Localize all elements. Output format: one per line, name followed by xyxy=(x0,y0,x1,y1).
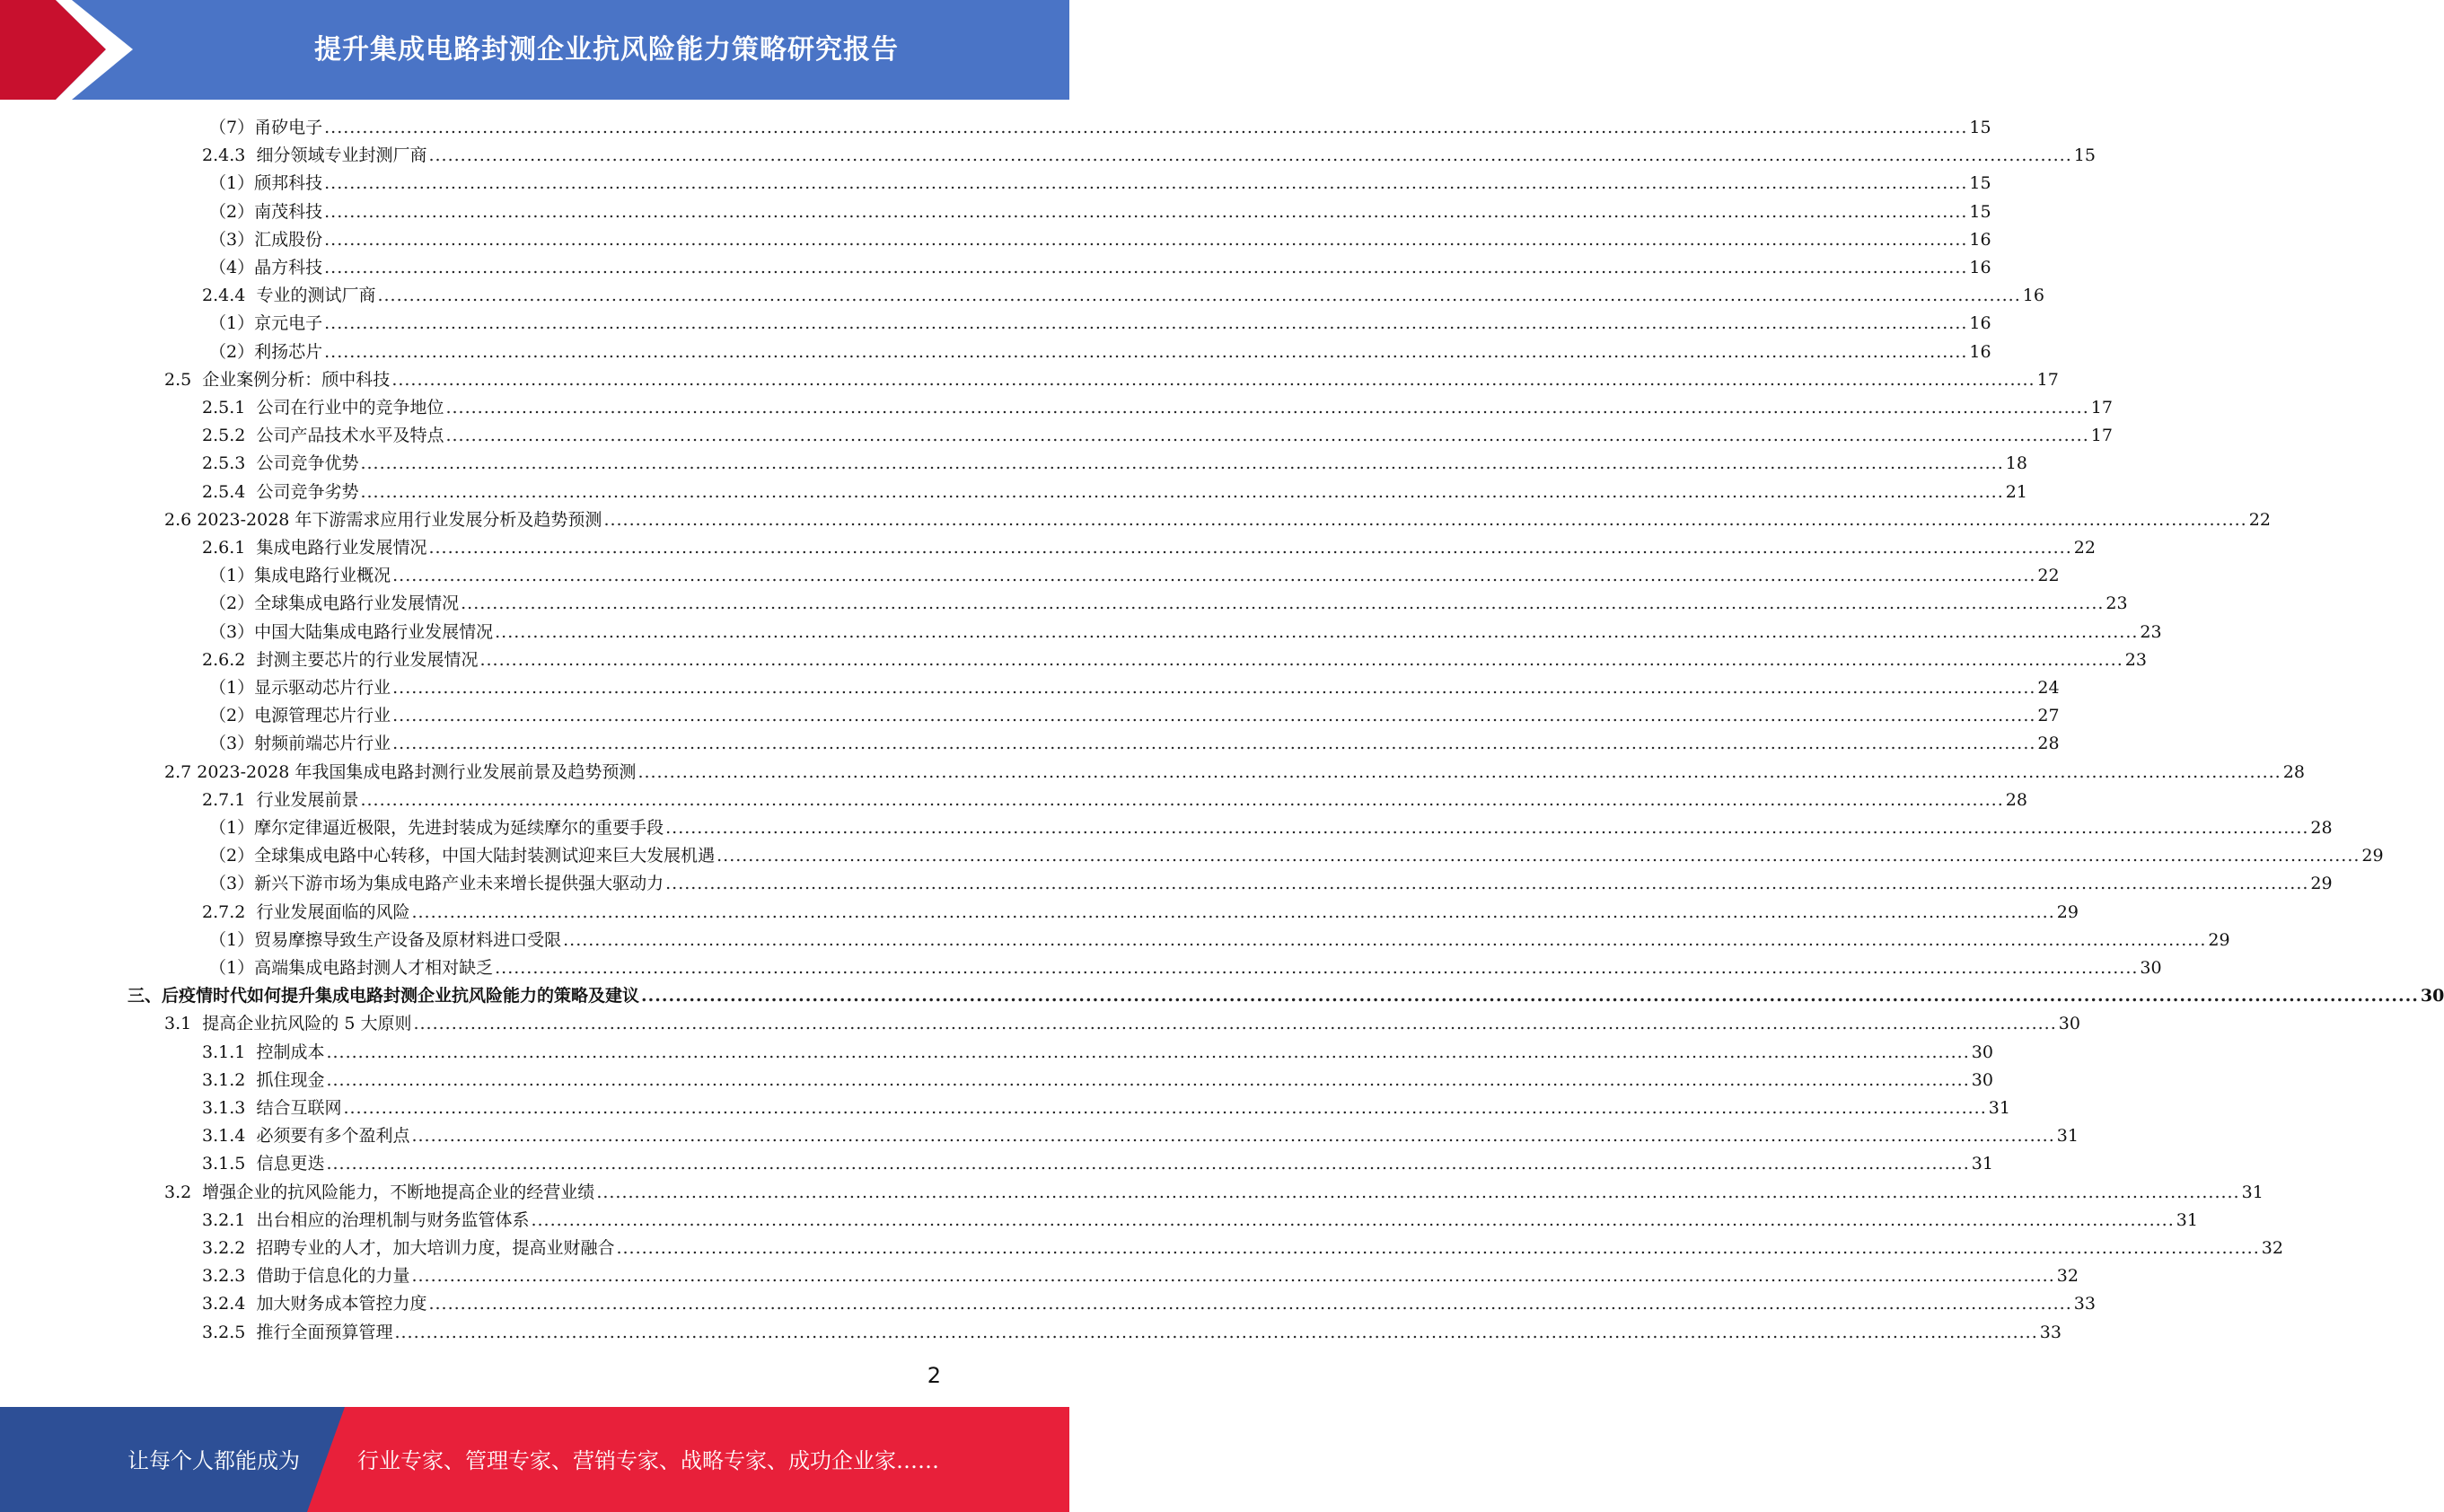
toc-entry[interactable] xyxy=(209,674,2060,702)
toc-entry[interactable] xyxy=(209,562,2060,590)
toc-entry-number: （2） xyxy=(209,706,255,726)
toc-entry-title: 集成电路行业发展情况 xyxy=(256,538,427,558)
toc-entry[interactable] xyxy=(202,787,2027,814)
toc-entry-number: （1） xyxy=(209,929,255,950)
toc-entry-title: 2023-2028 年我国集成电路封测行业发展前景及趋势预测 xyxy=(197,761,637,782)
toc-dot-leader: .................................................................................................................................................................................................................................................................... xyxy=(428,538,2072,558)
toc-entry-page: 15 xyxy=(1969,201,1991,222)
toc-entry-title: 新兴下游市场为集成电路产业未来增长提供强大驱动力 xyxy=(254,874,664,894)
toc-entry-page: 16 xyxy=(1969,258,1991,277)
toc-entry-page: 30 xyxy=(2420,986,2444,1007)
toc-dot-leader: .................................................................................................................................................................................................................................................................... xyxy=(360,481,2004,502)
toc-entry-number: （1） xyxy=(209,313,255,334)
toc-entry-number: 3.2.2 xyxy=(202,1238,257,1258)
toc-entry-number: （3） xyxy=(209,734,255,754)
toc-entry-title: 行业发展面临的风险 xyxy=(256,901,410,922)
toc-entry-number: （2） xyxy=(209,341,255,362)
toc-entry-number: （4） xyxy=(209,258,255,277)
toc-entry-number: 3.2 xyxy=(164,1182,203,1202)
toc-entry-number: 3.2.1 xyxy=(202,1209,257,1230)
toc-entry-title: 颀邦科技 xyxy=(254,173,323,194)
toc-entry-title: 三、后疫情时代如何提升集成电路封测企业抗风险能力的策略及建议 xyxy=(127,986,640,1007)
toc-dot-leader: .................................................................................................................................................................................................................................................................... xyxy=(596,1182,2240,1202)
toc-entry-title: 细分领域专业封测厂商 xyxy=(256,145,427,166)
toc-entry[interactable] xyxy=(202,1319,2062,1347)
report-title: 提升集成电路封测企业抗风险能力策略研究报告 xyxy=(314,34,899,66)
toc-entry[interactable] xyxy=(209,226,1991,254)
toc-dot-leader: .................................................................................................................................................................................................................................................................... xyxy=(413,1014,2057,1034)
toc-entry-number: 3.2.4 xyxy=(202,1294,257,1314)
toc-entry-title: 射频前端芯片行业 xyxy=(254,734,391,754)
toc-entry-number: 3.2.3 xyxy=(202,1266,257,1287)
toc-entry[interactable] xyxy=(209,927,2230,954)
toc-dot-leader: .................................................................................................................................................................................................................................................................... xyxy=(428,1294,2072,1314)
toc-dot-leader: .................................................................................................................................................................................................................................................................... xyxy=(392,706,2036,726)
toc-entry[interactable] xyxy=(202,899,2079,927)
toc-dot-leader: .................................................................................................................................................................................................................................................................... xyxy=(603,509,2247,530)
toc-entry-number: （1） xyxy=(209,958,255,978)
toc-entry[interactable] xyxy=(209,338,1991,366)
toc-entry-title: 中国大陆集成电路行业发展情况 xyxy=(254,621,494,642)
toc-entry-number: 3.1.2 xyxy=(202,1069,257,1090)
toc-entry[interactable] xyxy=(209,842,2384,870)
toc-entry[interactable] xyxy=(209,114,1991,142)
toc-entry[interactable] xyxy=(164,1010,2080,1038)
toc-entry[interactable] xyxy=(209,310,1991,338)
toc-entry-page: 15 xyxy=(2073,145,2096,166)
toc-dot-leader: .................................................................................................................................................................................................................................................................... xyxy=(495,958,2139,978)
toc-entry-title: 招聘专业的人才，加大培训力度，提高业财融合 xyxy=(256,1238,615,1258)
toc-dot-leader: .................................................................................................................................................................................................................................................................... xyxy=(392,566,2036,586)
toc-dot-leader: .................................................................................................................................................................................................................................................................... xyxy=(360,453,2004,474)
toc-dot-leader: .................................................................................................................................................................................................................................................................... xyxy=(377,286,2021,306)
toc-entry-page: 30 xyxy=(1971,1042,1993,1062)
toc-entry-page: 16 xyxy=(1969,341,1991,362)
toc-entry-number: （1） xyxy=(209,173,255,194)
toc-entry-number: 2.7 xyxy=(164,761,198,782)
toc-entry-number: 2.6.2 xyxy=(202,649,257,670)
toc-entry[interactable] xyxy=(202,1122,2079,1150)
toc-entry[interactable] xyxy=(202,479,2027,506)
toc-entry-number: 2.7.2 xyxy=(202,901,257,922)
toc-entry-title: 公司产品技术水平及特点 xyxy=(256,426,444,446)
toc-dot-leader: .................................................................................................................................................................................................................................................................... xyxy=(461,593,2105,614)
toc-entry-title: 汇成股份 xyxy=(254,229,323,250)
toc-entry-number: 2.5.1 xyxy=(202,398,257,418)
toc-entry-number: （3） xyxy=(209,621,255,642)
toc-entry-title: 公司在行业中的竞争地位 xyxy=(256,398,444,418)
toc-entry-page: 22 xyxy=(2037,566,2060,586)
toc-entry-title: 专业的测试厂商 xyxy=(256,286,376,306)
toc-entry-number: 2.4.4 xyxy=(202,286,257,306)
toc-entry-title: 晶方科技 xyxy=(254,258,323,277)
toc-entry-page: 23 xyxy=(2106,593,2128,614)
page-header xyxy=(0,0,1069,100)
toc-dot-leader: .................................................................................................................................................................................................................................................................... xyxy=(324,118,1968,137)
toc-entry[interactable] xyxy=(202,1067,1993,1094)
toc-dot-leader: .................................................................................................................................................................................................................................................................... xyxy=(716,846,2360,866)
toc-entry-number: 2.5.2 xyxy=(202,426,257,446)
toc-entry-page: 16 xyxy=(1969,229,1991,250)
toc-entry-page: 29 xyxy=(2208,929,2230,950)
toc-dot-leader: .................................................................................................................................................................................................................................................................... xyxy=(411,901,2055,922)
toc-entry-number: 2.5 xyxy=(164,369,203,390)
toc-entry-number: 3.1.5 xyxy=(202,1154,257,1174)
toc-entry[interactable] xyxy=(209,619,2162,646)
toc-entry-number: （2） xyxy=(209,593,255,614)
toc-dot-leader: .................................................................................................................................................................................................................................................................... xyxy=(531,1209,2175,1230)
toc-entry-page: 31 xyxy=(2241,1182,2264,1202)
toc-dot-leader: .................................................................................................................................................................................................................................................................... xyxy=(616,1238,2260,1258)
toc-entry-page: 31 xyxy=(1971,1154,1993,1174)
toc-entry[interactable] xyxy=(164,366,2059,394)
toc-dot-leader: .................................................................................................................................................................................................................................................................... xyxy=(411,1126,2055,1147)
toc-entry[interactable] xyxy=(202,1290,2096,1318)
toc-entry-number: 2.7.1 xyxy=(202,789,257,810)
toc-entry[interactable] xyxy=(202,1207,2198,1235)
toc-entry-page: 31 xyxy=(2176,1209,2198,1230)
toc-dot-leader: .................................................................................................................................................................................................................................................................... xyxy=(391,369,2035,390)
page-footer xyxy=(0,1407,1069,1512)
toc-entry-page: 30 xyxy=(2140,958,2162,978)
toc-entry-title: 集成电路行业概况 xyxy=(254,566,391,586)
toc-entry[interactable] xyxy=(202,282,2044,310)
toc-entry-page: 29 xyxy=(2361,846,2384,866)
toc-entry-number: （1） xyxy=(209,678,255,698)
toc-entry-page: 31 xyxy=(2056,1126,2079,1147)
toc-entry-number: 3.1.3 xyxy=(202,1098,257,1118)
toc-entry-number: 2.6 xyxy=(164,509,198,530)
toc-entry[interactable] xyxy=(164,506,2271,534)
toc-dot-leader: .................................................................................................................................................................................................................................................................... xyxy=(324,313,1968,334)
toc-entry[interactable] xyxy=(202,450,2027,478)
toc-entry-page: 15 xyxy=(1969,173,1991,194)
toc-dot-leader: .................................................................................................................................................................................................................................................................... xyxy=(326,1069,1970,1090)
toc-dot-leader: .................................................................................................................................................................................................................................................................... xyxy=(445,398,2089,418)
toc-dot-leader: .................................................................................................................................................................................................................................................................... xyxy=(495,621,2139,642)
toc-entry-title: 抓住现金 xyxy=(256,1069,325,1090)
toc-dot-leader: .................................................................................................................................................................................................................................................................... xyxy=(479,649,2123,670)
toc-entry[interactable] xyxy=(202,1039,1993,1067)
toc-entry-page: 27 xyxy=(2037,706,2060,726)
toc-dot-leader: .................................................................................................................................................................................................................................................................... xyxy=(445,426,2089,446)
toc-entry-page: 28 xyxy=(2005,789,2027,810)
toc-entry[interactable] xyxy=(202,646,2147,674)
toc-dot-leader: .................................................................................................................................................................................................................................................................... xyxy=(360,789,2004,810)
toc-entry-page: 18 xyxy=(2005,453,2027,474)
toc-dot-leader: .................................................................................................................................................................................................................................................................... xyxy=(641,986,2419,1007)
toc-entry-page: 31 xyxy=(1988,1098,2010,1118)
toc-dot-leader: .................................................................................................................................................................................................................................................................... xyxy=(392,734,2036,754)
toc-entry[interactable] xyxy=(209,198,1991,226)
toc-entry-number: （7） xyxy=(209,118,255,137)
toc-entry-number: 2.6.1 xyxy=(202,538,257,558)
toc-entry-title: 电源管理芯片行业 xyxy=(254,706,391,726)
toc-entry-number: （1） xyxy=(209,818,255,838)
toc-entry-page: 23 xyxy=(2124,649,2147,670)
toc-entry-page: 28 xyxy=(2282,761,2305,782)
toc-entry[interactable] xyxy=(209,870,2333,898)
toc-entry-title: 公司竞争劣势 xyxy=(256,481,359,502)
toc-dot-leader: .................................................................................................................................................................................................................................................................... xyxy=(428,145,2072,166)
toc-entry-page: 17 xyxy=(2090,398,2113,418)
toc-dot-leader: .................................................................................................................................................................................................................................................................... xyxy=(637,761,2281,782)
toc-entry-title: 全球集成电路中心转移，中国大陆封装测试迎来巨大发展机遇 xyxy=(254,846,716,866)
page-number: 2 xyxy=(927,1363,941,1388)
toc-dot-leader: .................................................................................................................................................................................................................................................................... xyxy=(411,1266,2055,1287)
toc-entry-page: 30 xyxy=(2058,1014,2080,1034)
toc-entry[interactable] xyxy=(202,1150,1993,1178)
toc-entry[interactable] xyxy=(202,394,2113,422)
toc-entry-title: 加大财务成本管控力度 xyxy=(256,1294,427,1314)
footer-slogan-left: 让每个人都能成为 xyxy=(127,1448,300,1473)
toc-entry-title: 高端集成电路封测人才相对缺乏 xyxy=(254,958,494,978)
toc-entry-number: 2.4.3 xyxy=(202,145,257,166)
toc-entry-page: 15 xyxy=(1969,118,1991,137)
toc-dot-leader: .................................................................................................................................................................................................................................................................... xyxy=(392,678,2036,698)
toc-entry-page: 30 xyxy=(1971,1069,1993,1090)
toc-dot-leader: .................................................................................................................................................................................................................................................................... xyxy=(324,201,1968,222)
toc-entry-number: （1） xyxy=(209,566,255,586)
toc-entry-page: 22 xyxy=(2073,538,2096,558)
toc-entry-title: 封测主要芯片的行业发展情况 xyxy=(256,649,479,670)
toc-entry-page: 33 xyxy=(2073,1294,2096,1314)
toc-entry-title: 显示驱动芯片行业 xyxy=(254,678,391,698)
toc-entry[interactable] xyxy=(202,1235,2283,1262)
toc-entry[interactable] xyxy=(209,702,2060,730)
toc-entry-title: 结合互联网 xyxy=(256,1098,342,1118)
toc-entry-number: （3） xyxy=(209,229,255,250)
toc-dot-leader: .................................................................................................................................................................................................................................................................... xyxy=(324,229,1968,250)
toc-dot-leader: .................................................................................................................................................................................................................................................................... xyxy=(343,1098,1987,1118)
toc-entry-page: 32 xyxy=(2261,1238,2283,1258)
toc-entry-page: 33 xyxy=(2039,1322,2062,1342)
toc-entry-number: 3.1.4 xyxy=(202,1126,257,1147)
toc-dot-leader: .................................................................................................................................................................................................................................................................... xyxy=(394,1322,2038,1342)
toc-entry[interactable] xyxy=(209,170,1991,198)
toc-dot-leader: .................................................................................................................................................................................................................................................................... xyxy=(324,173,1968,194)
toc-entry-number: 3.2.5 xyxy=(202,1322,257,1342)
toc-dot-leader: .................................................................................................................................................................................................................................................................... xyxy=(665,818,2309,838)
toc-entry-title: 摩尔定律逼近极限，先进封装成为延续摩尔的重要手段 xyxy=(254,818,664,838)
toc-entry-title: 信息更迭 xyxy=(256,1154,325,1174)
toc-entry-page: 29 xyxy=(2310,874,2333,894)
toc-entry-page: 22 xyxy=(2248,509,2271,530)
toc-dot-leader: .................................................................................................................................................................................................................................................................... xyxy=(324,258,1968,277)
toc-entry-page: 32 xyxy=(2056,1266,2079,1287)
toc-dot-leader: .................................................................................................................................................................................................................................................................... xyxy=(324,341,1968,362)
toc-entry-page: 16 xyxy=(1969,313,1991,334)
toc-entry-number: 2.5.3 xyxy=(202,453,257,474)
toc-entry-page: 21 xyxy=(2005,481,2027,502)
toc-entry[interactable] xyxy=(164,759,2305,787)
toc-entry-page: 29 xyxy=(2056,901,2079,922)
toc-entry[interactable] xyxy=(202,1094,2010,1122)
toc-entry-number: （2） xyxy=(209,201,255,222)
toc-entry-number: （3） xyxy=(209,874,255,894)
toc-entry-title: 行业发展前景 xyxy=(256,789,359,810)
toc-entry-title: 公司竞争优势 xyxy=(256,453,359,474)
toc-entry[interactable] xyxy=(209,590,2128,618)
toc-entry[interactable] xyxy=(209,814,2333,842)
toc-dot-leader: .................................................................................................................................................................................................................................................................... xyxy=(563,929,2207,950)
toc-entry[interactable] xyxy=(202,422,2113,450)
toc-entry[interactable] xyxy=(209,730,2060,758)
toc-entry-page: 17 xyxy=(2090,426,2113,446)
toc-entry-title: 企业案例分析：颀中科技 xyxy=(202,369,391,390)
toc-entry-title: 推行全面预算管理 xyxy=(256,1322,393,1342)
toc-entry-number: 3.1 xyxy=(164,1014,203,1034)
toc-entry-page: 28 xyxy=(2310,818,2333,838)
toc-entry-title: 控制成本 xyxy=(256,1042,325,1062)
toc-entry-page: 28 xyxy=(2037,734,2060,754)
toc-entry[interactable] xyxy=(202,142,2096,170)
toc-entry[interactable] xyxy=(202,1262,2079,1290)
header-arrow-decoration xyxy=(0,0,144,100)
toc-entry-title: 甬矽电子 xyxy=(254,118,323,137)
toc-entry-title: 增强企业的抗风险能力，不断地提高企业的经营业绩 xyxy=(202,1182,595,1202)
toc-entry[interactable] xyxy=(209,954,2162,982)
toc-entry-number: （2） xyxy=(209,846,255,866)
toc-entry-page: 16 xyxy=(2022,286,2044,306)
toc-entry-number: 2.5.4 xyxy=(202,481,257,502)
toc-entry[interactable] xyxy=(209,254,1991,282)
toc-entry-number: 3.1.1 xyxy=(202,1042,257,1062)
toc-entry-title: 借助于信息化的力量 xyxy=(256,1266,410,1287)
toc-entry[interactable] xyxy=(127,982,2444,1010)
toc-entry[interactable] xyxy=(202,534,2096,562)
toc-dot-leader: .................................................................................................................................................................................................................................................................... xyxy=(665,874,2309,894)
toc-entry-page: 17 xyxy=(2036,369,2059,390)
toc-entry-title: 提高企业抗风险的 5 大原则 xyxy=(202,1014,412,1034)
toc-entry-title: 出台相应的治理机制与财务监管体系 xyxy=(256,1209,530,1230)
footer-slogan-right: 行业专家、管理专家、营销专家、战略专家、成功企业家…… xyxy=(357,1448,939,1473)
toc-entry-title: 南茂科技 xyxy=(254,201,323,222)
toc-entry-title: 全球集成电路行业发展情况 xyxy=(254,593,460,614)
toc-entry-title: 京元电子 xyxy=(254,313,323,334)
toc-dot-leader: .................................................................................................................................................................................................................................................................... xyxy=(326,1042,1970,1062)
toc-dot-leader: .................................................................................................................................................................................................................................................................... xyxy=(326,1154,1970,1174)
toc-entry-title: 必须要有多个盈利点 xyxy=(256,1126,410,1147)
toc-entry-page: 24 xyxy=(2037,678,2060,698)
toc-entry[interactable] xyxy=(164,1179,2264,1207)
toc-entry-title: 2023-2028 年下游需求应用行业发展分析及趋势预测 xyxy=(197,509,602,530)
toc-entry-title: 利扬芯片 xyxy=(254,341,323,362)
toc-entry-page: 23 xyxy=(2140,621,2162,642)
toc-entry-title: 贸易摩擦导致生产设备及原材料进口受限 xyxy=(254,929,562,950)
